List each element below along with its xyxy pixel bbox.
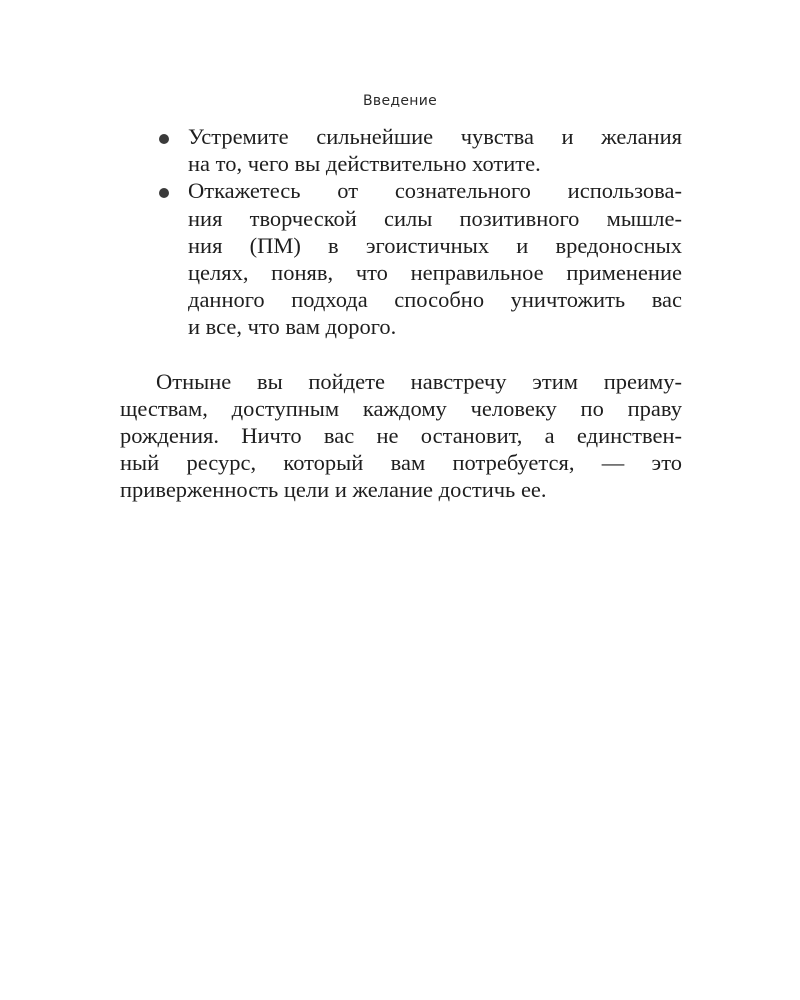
text-line: Откажетесь от сознательного использова- xyxy=(188,178,682,204)
text-line: ществам, доступным каждому человеку по праву xyxy=(120,395,682,421)
text-line: и все, что вам дорого. xyxy=(188,314,397,340)
text-line: ния творческой силы позитивного мышле- xyxy=(188,205,682,231)
bullet-item xyxy=(120,177,682,340)
bullet-item xyxy=(120,123,682,177)
text-line: приверженность цели и желание достичь ее. xyxy=(120,477,547,503)
page-body xyxy=(120,123,682,504)
bullet-dot-icon xyxy=(159,134,169,144)
text-line: ный ресурс, который вам потребуется, — это xyxy=(120,450,682,476)
running-header: Введение xyxy=(362,93,438,109)
text-line: целях, поняв, что неправильное применение xyxy=(188,260,682,286)
text-line: на то, чего вы действительно хотите. xyxy=(188,151,541,177)
text-line: Устремите сильнейшие чувства и желания xyxy=(188,124,682,149)
text-line: ния (ПМ) в эгоистичных и вредоносных xyxy=(188,232,682,258)
text-line: рождения. Ничто вас не остановит, а единствен- xyxy=(120,423,682,449)
text-line: данного подхода способно уничтожить вас xyxy=(188,287,682,313)
bullet-list xyxy=(120,123,682,341)
bullet-dot-icon xyxy=(159,188,169,198)
text-line: Отныне вы пойдете навстречу этим преиму- xyxy=(156,368,682,394)
body-paragraph xyxy=(120,368,682,504)
